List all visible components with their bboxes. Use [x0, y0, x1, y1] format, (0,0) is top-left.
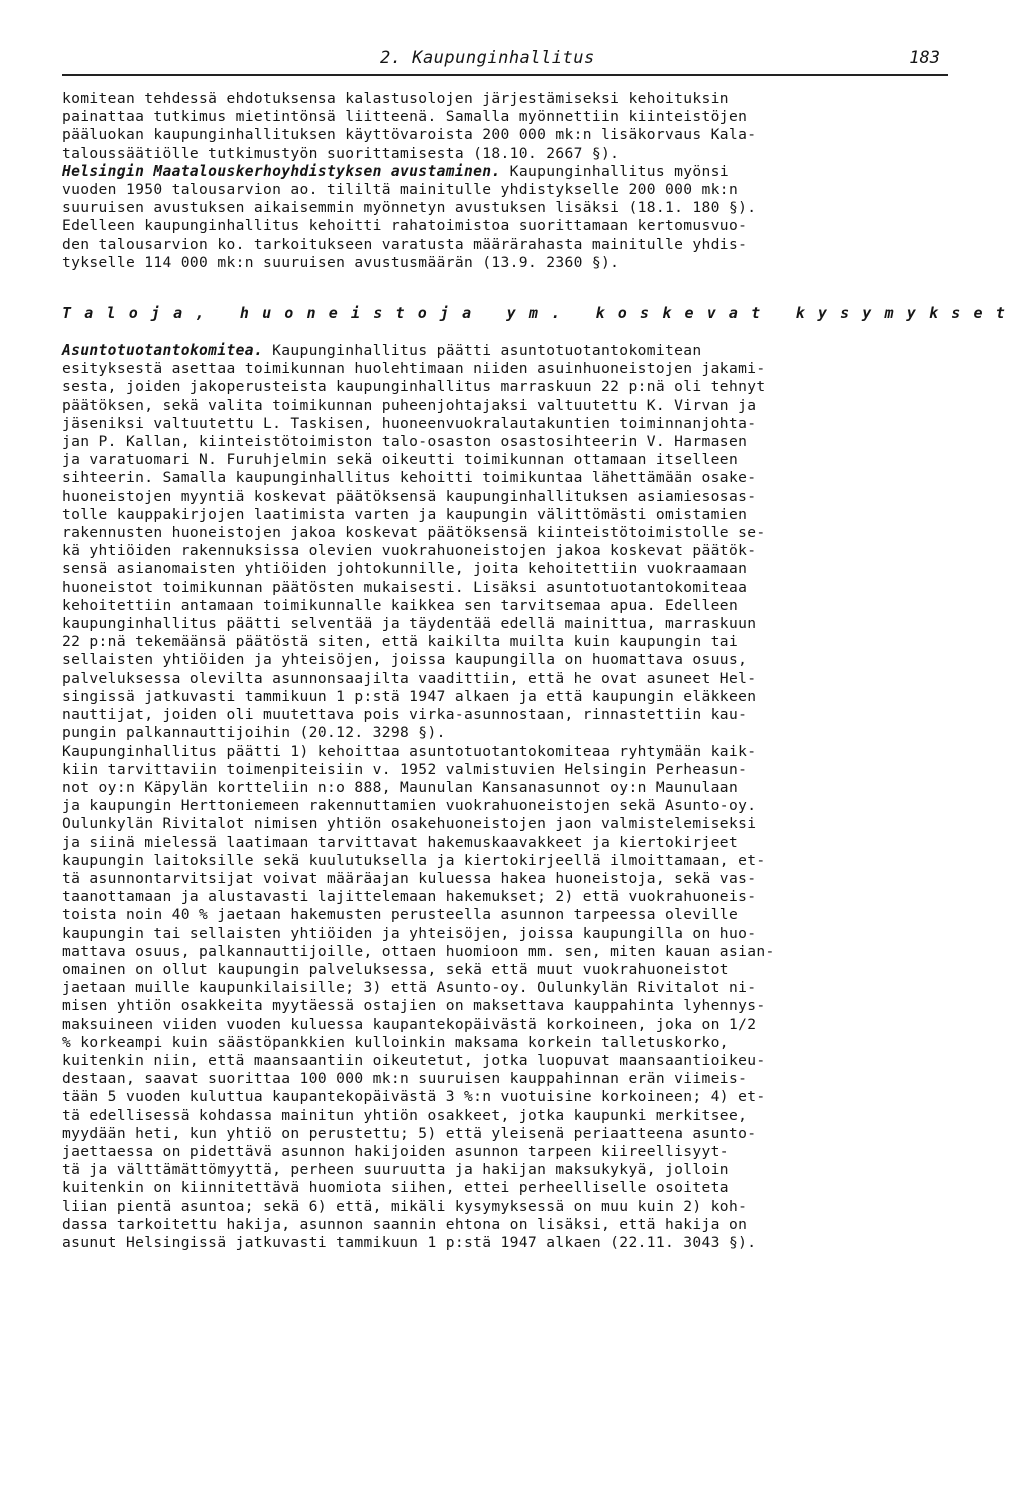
text-line: komitean tehdessä ehdotuksensa kalastusolojen järjestämiseksi kehoituksin: [62, 90, 729, 107]
text-line: destaan, saavat suorittaa 100 000 mk:n suuruisen kauppahinnan erän viimeis-: [62, 1070, 748, 1088]
text-line: kaupungin tai sellaisten yhtiöiden ja yhteisöjen, joissa kaupungilla on huo-: [62, 924, 757, 942]
text-line: ja varatuomari N. Furuhjelmin sekä oikeutti toimikunnan ottamaan itselleen: [62, 451, 739, 469]
text-line: jan P. Kallan, kiinteistötoimiston talo-osaston osastosihteerin V. Harmasen: [62, 433, 748, 451]
paragraph-fishing-committee: [62, 90, 940, 272]
text-line: maksuineen viiden vuoden kuluessa kaupantekopäivästä korkoineen, joka on 1/2: [62, 1015, 757, 1033]
text-line: taanottamaan ja alustavasti lajittelemaan hakemukset; 2) että vuokrahuoneis-: [62, 888, 757, 906]
text-line: den talousarvion ko. tarkoitukseen varatusta määrärahasta mainitulle yhdis-: [62, 235, 748, 253]
text-line: sellaisten yhtiöiden ja yhteisöjen, joissa kaupungilla on huomattava osuus,: [62, 651, 748, 669]
paragraph-subtitle: Asuntotuotantokomitea.: [62, 342, 263, 360]
text-line: painattaa tutkimus mietintönsä liitteenä. Samalla myönnettiin kiinteistöjen: [62, 108, 748, 126]
text-line: esityksestä asettaa toimikunnan huolehtimaan niiden asuinhuoneistojen jakami-: [62, 360, 766, 378]
text-line: rakennusten huoneistojen jakoa koskevat päätöksensä kiinteistötoimistolle se-: [62, 524, 766, 542]
text-line: liian pientä asuntoa; sekä 6) että, mikäli kysymyksessä on muu kuin 2) koh-: [62, 1197, 748, 1215]
running-title: 2. Kaupunginhallitus: [380, 48, 595, 68]
text-line: 22 p:nä tekemäänsä päätöstä siten, että kaikilta muilta kuin kaupungin tai: [62, 633, 739, 651]
text-line: suuruisen avustuksen aikaisemmin myönnetyn avustuksen lisäksi (18.1. 180 §).: [62, 199, 757, 217]
text-line: kaupunginhallitus päätti selventää ja täydentää edellä mainittua, marraskuun: [62, 615, 757, 633]
text-line: huoneistot toimikunnan päätösten mukaisesti. Lisäksi asuntotuotantokomiteaa: [62, 578, 748, 596]
paragraph-subtitle: Helsingin Maatalouskerhoyhdistyksen avustaminen.: [62, 162, 501, 180]
text-line: ja kaupungin Herttoniemeen rakennuttamien vuokrahuoneistojen sekä Asunto-oy.: [62, 797, 757, 815]
text-line: tä edellisessä kohdassa mainitun yhtiön osakkeet, jotka kaupunki merkitsee,: [62, 1106, 748, 1124]
text-line: sihteerin. Samalla kaupunginhallitus kehoitti toimikuntaa lähettämään osake-: [62, 469, 757, 487]
text-line: nauttijat, joiden oli muutettava pois virka-asunnostaan, rinnastettiin kau-: [62, 706, 748, 724]
text-line: huoneistojen myyntiä koskevat päätöksensä kaupunginhallituksen asiamiesosas-: [62, 487, 757, 505]
text-line: tään 5 vuoden kuluttua kaupantekopäivästä 3 %:n vuotuisine korkoineen; 4) et-: [62, 1088, 766, 1106]
text-line: kehoitettiin antamaan toimikunnalle kaikkea sen tarvitsemaa apua. Edelleen: [62, 596, 739, 614]
text-line: sensä asianomaisten yhtiöiden johtokunnille, joita kehoitettiin vuokraamaan: [62, 560, 748, 578]
text-line: [62, 163, 940, 181]
text-line: Kaupunginhallitus päätti 1) kehoittaa asuntotuotantokomiteaa ryhtymään kaik-: [62, 742, 757, 760]
text-line: % korkeampi kuin säästöpankkien kulloinkin maksama korkein talletuskorko,: [62, 1033, 729, 1051]
text-line: jaetaan muille kaupunkilaisille; 3) että Asunto-oy. Oulunkylän Rivitalot ni-: [62, 979, 757, 997]
document-page: [62, 48, 1018, 1252]
section-heading: Taloja, huoneistoja ym. koskevat kysymykset: [62, 304, 1018, 323]
text-line: asunut Helsingissä jatkuvasti tammikuun 1 p:stä 1947 alkaen (22.11. 3043 §).: [62, 1233, 757, 1251]
text-line: Oulunkylän Rivitalot nimisen yhtiön osakehuoneistojen jaon valmistelemiseksi: [62, 815, 757, 833]
text-line: misen yhtiön osakkeita myytäessä ostajien on maksettava kauppahinta lyhennys-: [62, 997, 766, 1015]
text-line: mattava osuus, palkannauttijoille, ottaen huomioon mm. sen, miten kauan asian-: [62, 942, 775, 960]
text-line: taloussäätiölle tutkimustyön suorittamisesta (18.10. 2667 §).: [62, 144, 620, 162]
text-line: pungin palkannauttijoihin (20.12. 3298 §).: [62, 724, 446, 742]
text-line: päätöksen, sekä valita toimikunnan puheenjohtajaksi valtuutettu K. Virvan ja: [62, 396, 757, 414]
text-line: tykselle 114 000 mk:n suuruisen avustusmäärän (13.9. 2360 §).: [62, 253, 620, 271]
text-line: kuitenkin niin, että maansaantiin oikeutetut, jotka luopuvat maansaantioikeu-: [62, 1051, 766, 1069]
running-header: [62, 48, 948, 76]
text-line: pääluokan kaupunginhallituksen käyttövaroista 200 000 mk:n lisäkorvaus Kala-: [62, 126, 757, 144]
text-line: myydään heti, kun yhtiö on perustettu; 5) että yleisenä periaatteena asunto-: [62, 1124, 757, 1142]
text-line: tolle kauppakirjojen laatimista varten ja kaupungin välittömästi omistamien: [62, 505, 748, 523]
text-line: not oy:n Käpylän kortteliin n:o 888, Maunulan Kansanasunnot oy:n Maunulaan: [62, 778, 739, 796]
text-line: sesta, joiden jakoperusteista kaupunginhallitus marraskuun 22 p:nä oli tehnyt: [62, 378, 766, 396]
text-line: tä asunnontarvitsijat voivat määräajan kuluessa hakea huoneistoja, sekä vas-: [62, 869, 757, 887]
text-line: kuitenkin on kiinnitettävä huomiota siihen, ettei perheelliselle osoiteta: [62, 1179, 729, 1197]
paragraph-housing-committee: [62, 342, 940, 1252]
text-line: kaupungin laitoksille sekä kuulutuksella ja kiertokirjeellä ilmoittamaan, et-: [62, 851, 766, 869]
text-line: vuoden 1950 talousarvion ao. tililtä mainitulle yhdistykselle 200 000 mk:n: [62, 181, 739, 199]
page-number: 183: [909, 48, 940, 68]
text-line: kiin tarvittaviin toimenpiteisiin v. 1952 valmistuvien Helsingin Perheasun-: [62, 760, 748, 778]
text-line: tä ja välttämättömyyttä, perheen suuruutta ja hakijan maksukykyä, jolloin: [62, 1161, 729, 1179]
text-line: [62, 342, 940, 360]
text-line: singissä jatkuvasti tammikuun 1 p:stä 1947 alkaen ja että kaupungin eläkkeen: [62, 687, 757, 705]
text-line: jäseniksi valtuutettu L. Taskisen, huoneenvuokralautakuntien toiminnanjohta-: [62, 414, 757, 432]
text-line: palveluksessa olevilta asunnonsaajilta vaadittiin, että he ovat asuneet Hel-: [62, 669, 757, 687]
text-line: ja siinä mielessä laatimaan tarvittavat hakemuskaavakkeet ja kiertokirjeet: [62, 833, 739, 851]
text-line: dassa tarkoitettu hakija, asunnon saannin ehtona on lisäksi, että hakija on: [62, 1215, 748, 1233]
text-fragment: Kaupunginhallitus myönsi: [500, 162, 729, 180]
text-line: kä yhtiöiden rakennuksissa olevien vuokrahuoneistojen jakoa koskevat päätök-: [62, 542, 757, 560]
text-fragment: Kaupunginhallitus päätti asuntotuotantokomitean: [263, 342, 702, 360]
text-line: omainen on ollut kaupungin palveluksessa, sekä että muut vuokrahuoneistot: [62, 960, 729, 978]
text-line: toista noin 40 % jaetaan hakemusten perusteella asunnon tarpeessa oleville: [62, 906, 739, 924]
text-line: jaettaessa on pidettävä asunnon hakijoiden asunnon tarpeen kiireellisyyt-: [62, 1142, 729, 1160]
text-line: Edelleen kaupunginhallitus kehoitti rahatoimistoa suorittamaan kertomusvuo-: [62, 217, 748, 235]
